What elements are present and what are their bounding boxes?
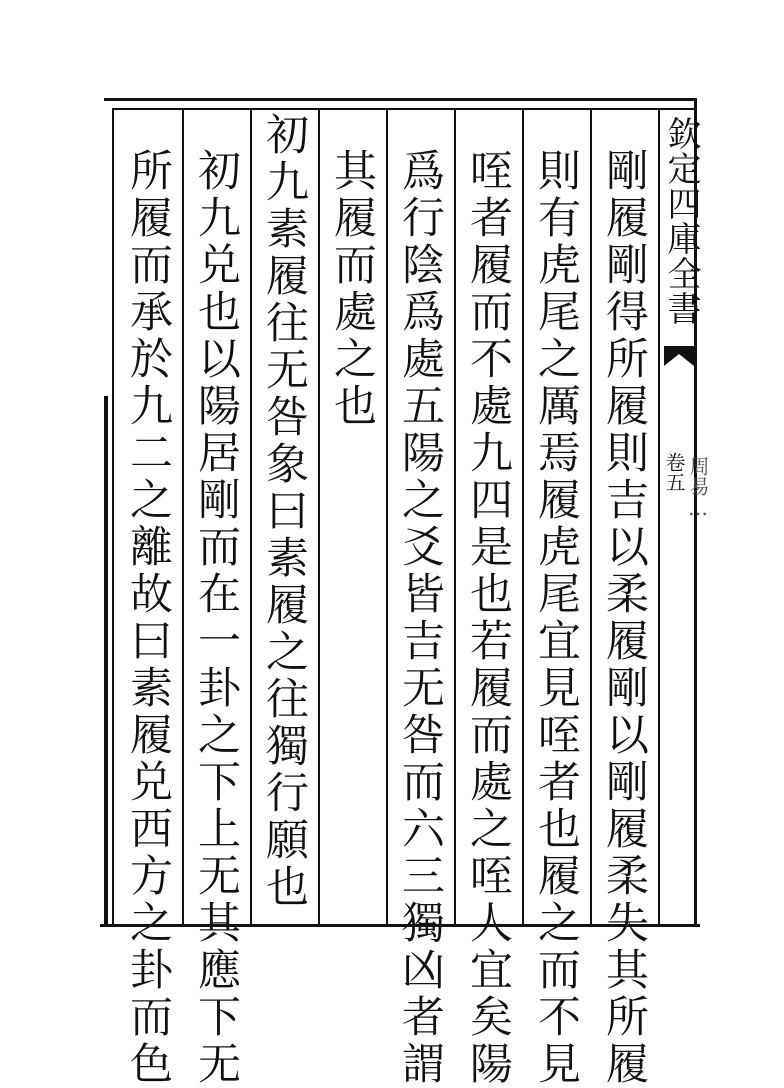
text-column-7: 初九兑也以陽居剛而在一卦之下上无其應下无	[191, 148, 241, 1088]
frame-top-inner-rule	[112, 108, 696, 110]
text-column-2: 則有虎尾之厲焉履虎尾宜見咥者也履之而不見	[531, 148, 581, 1088]
banner-divider	[658, 108, 660, 926]
column-divider	[250, 108, 252, 926]
column-divider	[454, 108, 456, 926]
column-divider	[590, 108, 592, 926]
text-column-5: 其履而處之也	[327, 148, 377, 430]
volume-label: 卷五	[662, 452, 686, 492]
text-column-3: 咥者履而不處九四是也若履而處之咥人宜矣陽	[463, 148, 513, 1088]
text-column-8: 所履而承於九二之離故曰素履兑西方之卦而色	[123, 148, 173, 1088]
column-divider	[318, 108, 320, 926]
column-divider	[182, 108, 184, 926]
book-title-banner: 欽定四庫全書	[661, 116, 701, 326]
fishtail-mark	[664, 346, 694, 366]
frame-top-rule	[104, 98, 696, 101]
worn-banner-text: 周易…	[686, 456, 710, 520]
frame-left-inner-rule	[112, 108, 114, 926]
column-divider	[386, 108, 388, 926]
column-divider	[522, 108, 524, 926]
text-column-1: 剛履剛得所履則吉以柔履剛以剛履柔失其所履	[599, 148, 649, 1088]
text-column-6: 初九素履往无咎象曰素履之往獨行願也	[259, 112, 309, 911]
frame-left-rule	[104, 396, 108, 926]
text-column-4: 爲行陰爲處五陽之爻皆吉无咎而六三獨凶者謂	[395, 148, 445, 1088]
